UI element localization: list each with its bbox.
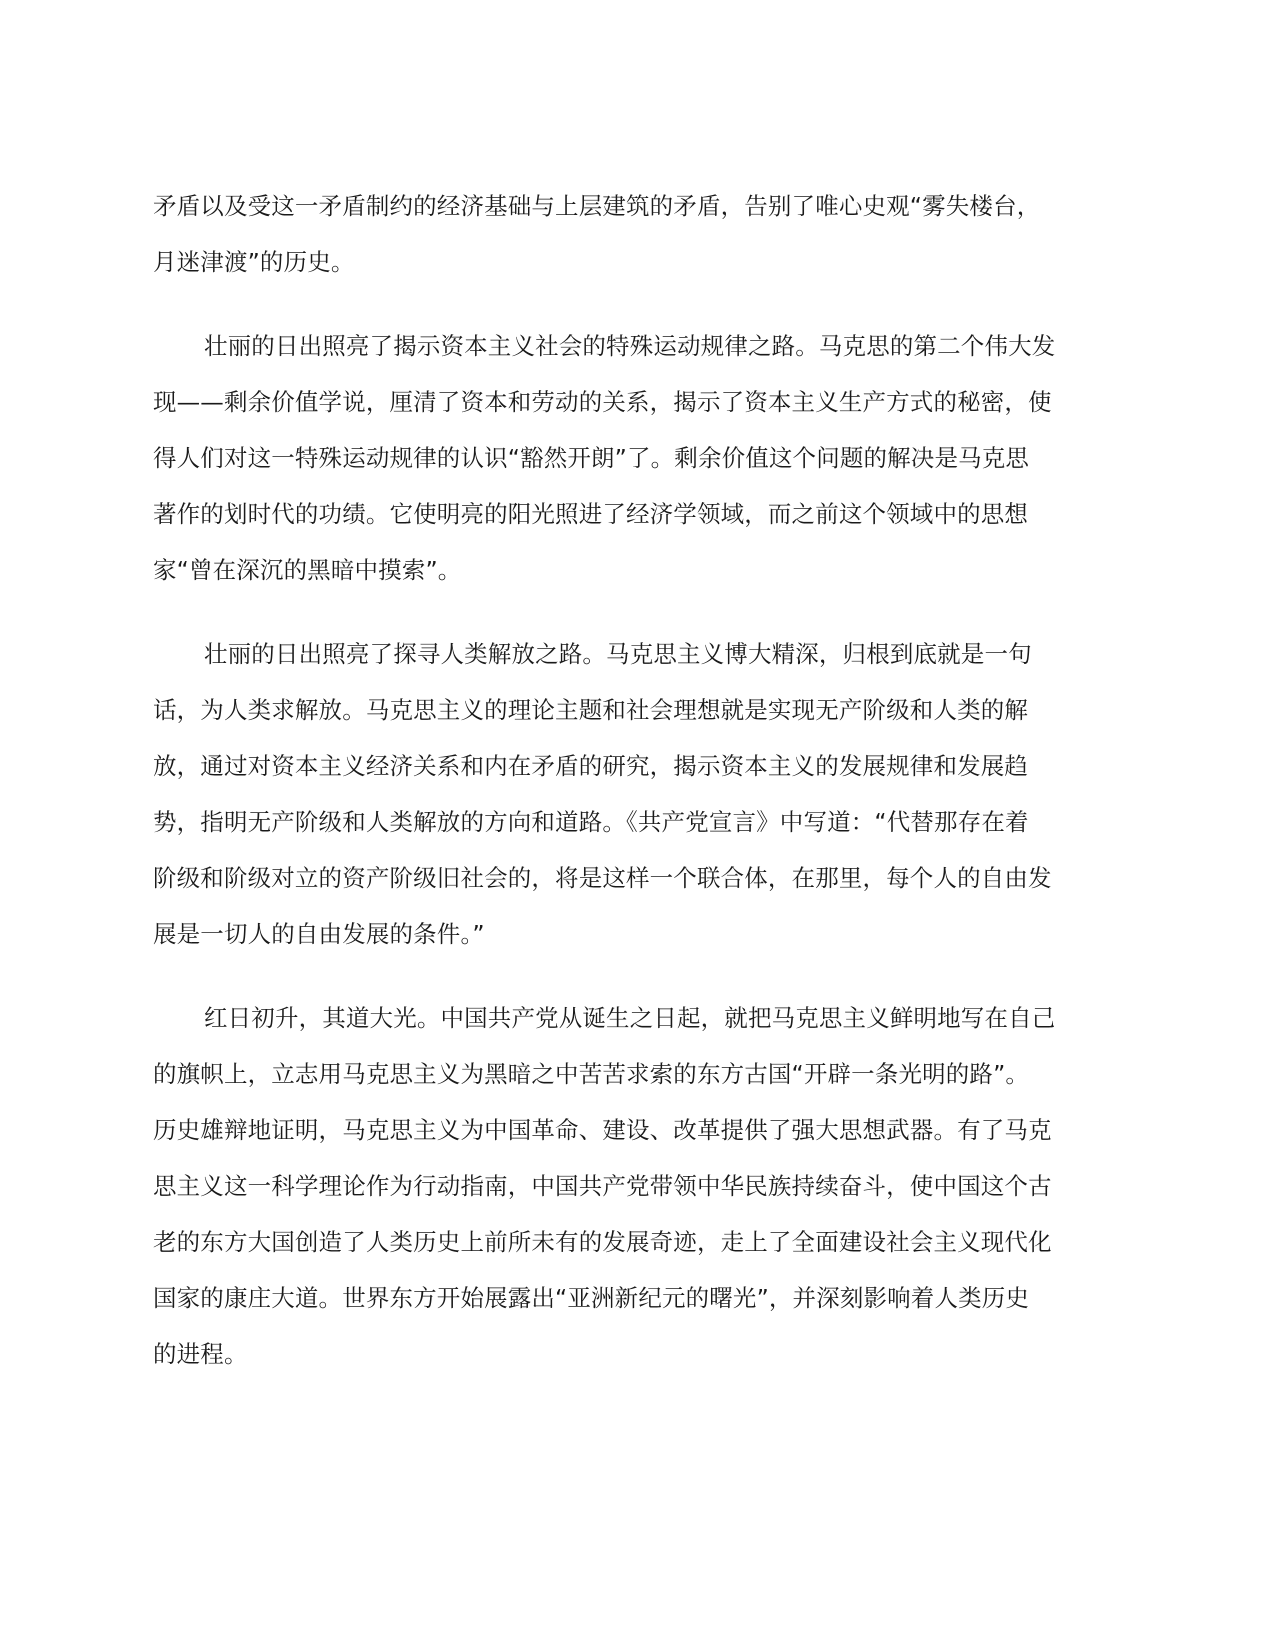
text-line: 月迷津渡”的历史。 <box>153 248 355 276</box>
text-line: 历史雄辩地证明，马克思主义为中国革命、建设、改革提供了强大思想武器。有了马克 <box>153 1116 1052 1144</box>
text-line: 话，为人类求解放。马克思主义的理论主题和社会理想就是实现无产阶级和人类的解 <box>153 696 1029 724</box>
text-line: 势，指明无产阶级和人类解放的方向和道路。《共产党宣言》中写道：“代替那存在着 <box>153 808 1029 836</box>
text-line: 思主义这一科学理论作为行动指南，中国共产党带领中华民族持续奋斗，使中国这个古 <box>153 1172 1052 1200</box>
text-line: 放，通过对资本主义经济关系和内在矛盾的研究，揭示资本主义的发展规律和发展趋 <box>153 752 1029 780</box>
text-line: 国家的康庄大道。世界东方开始展露出“亚洲新纪元的曙光”，并深刻影响着人类历史 <box>153 1284 1030 1312</box>
text-line: 矛盾以及受这一矛盾制约的经济基础与上层建筑的矛盾，告别了唯心史观“雾失楼台， <box>153 192 1041 220</box>
text-line: 得人们对这一特殊运动规律的认识“豁然开朗”了。剩余价值这个问题的解决是马克思 <box>153 444 1030 472</box>
paragraph-first-line: 壮丽的日出照亮了探寻人类解放之路。马克思主义博大精深，归根到底就是一句 <box>204 640 1032 668</box>
text-line: 老的东方大国创造了人类历史上前所未有的发展奇迹，走上了全面建设社会主义现代化 <box>153 1228 1052 1256</box>
paragraph-first-line: 红日初升，其道大光。中国共产党从诞生之日起，就把马克思主义鲜明地写在自己 <box>204 1004 1056 1032</box>
text-line: 的进程。 <box>153 1340 248 1368</box>
text-line: 的旗帜上，立志用马克思主义为黑暗之中苦苦求索的东方古国“开辟一条光明的路”。 <box>153 1060 1030 1088</box>
text-line: 阶级和阶级对立的资产阶级旧社会的，将是这样一个联合体，在那里，每个人的自由发 <box>153 864 1052 892</box>
paragraph-first-line: 壮丽的日出照亮了揭示资本主义社会的特殊运动规律之路。马克思的第二个伟大发 <box>204 332 1056 360</box>
text-line: 展是一切人的自由发展的条件。” <box>153 920 485 948</box>
text-line: 家“曾在深沉的黑暗中摸索”。 <box>153 556 462 584</box>
text-line: 现——剩余价值学说，厘清了资本和劳动的关系，揭示了资本主义生产方式的秘密，使 <box>153 388 1052 416</box>
text-line: 著作的划时代的功绩。它使明亮的阳光照进了经济学领域，而之前这个领域中的思想 <box>153 500 1029 528</box>
